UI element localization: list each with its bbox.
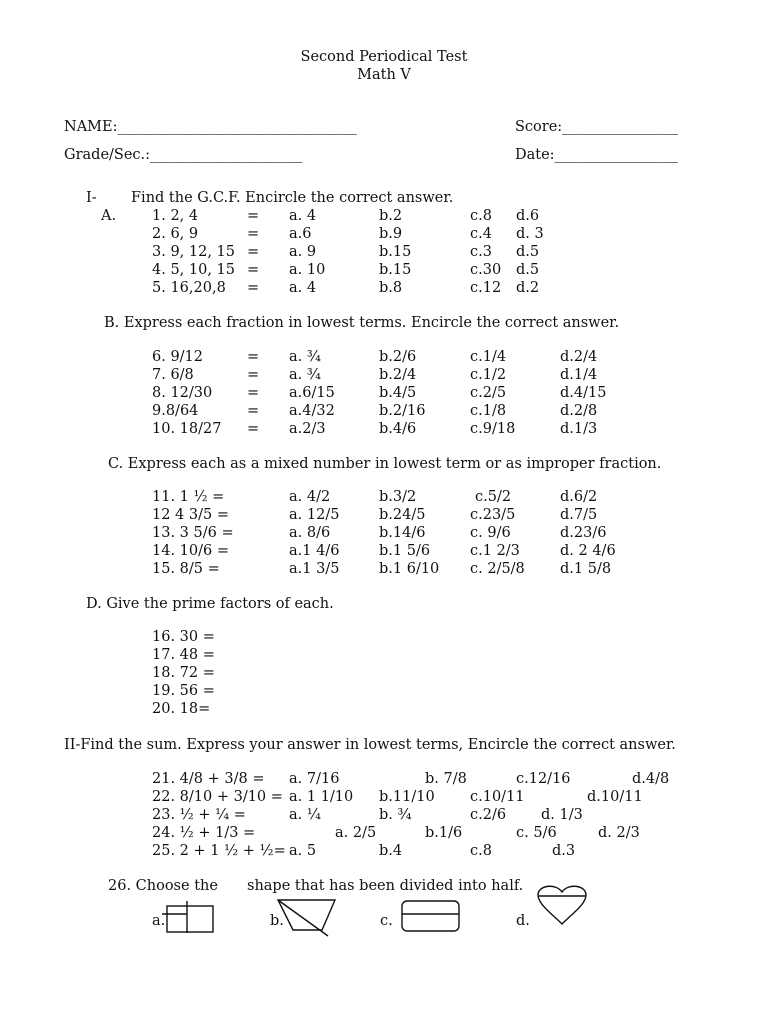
prime-factor-item: 18. 72 = (152, 665, 215, 681)
choice-b: b.2/16 (379, 403, 426, 419)
shape-d-heart-icon (534, 882, 590, 926)
question-text: 5. 16,20,8 (152, 280, 226, 296)
choice-d: d. 1/3 (541, 807, 583, 823)
test-title: Second Periodical Test (300, 49, 468, 65)
question-text: 6. 9/12 (152, 349, 204, 365)
question-text: 11. 1 ½ = (152, 489, 225, 505)
question-text: 4. 5, 10, 15 (152, 262, 236, 278)
choice-d: d.4/15 (560, 385, 607, 401)
choice-c: c.23/5 (470, 507, 516, 523)
equals-sign: = (247, 349, 260, 365)
question-text: 25. 2 + 1 ½ + ½= (152, 843, 286, 859)
choice-a: a. ¼ (289, 807, 321, 823)
equals-sign: = (247, 403, 260, 419)
question-text: 22. 8/10 + 3/10 = (152, 789, 283, 805)
question-text: 1. 2, 4 (152, 208, 199, 224)
choice-d: d.5 (516, 262, 540, 278)
choice-d: d. 3 (516, 226, 544, 242)
question-text: 15. 8/5 = (152, 561, 220, 577)
name-field: NAME:_________________________________ (64, 119, 357, 135)
choice-c: c.1/8 (470, 403, 507, 419)
question-text: 8. 12/30 (152, 385, 213, 401)
choice-a: a. 4/2 (289, 489, 331, 505)
choice-c: c.4 (470, 226, 492, 242)
part1-label: I- (86, 190, 97, 206)
choice-d: d.1 5/8 (560, 561, 612, 577)
question-text: 13. 3 5/6 = (152, 525, 234, 541)
choice-a: a. 10 (289, 262, 326, 278)
prime-factor-item: 16. 30 = (152, 629, 215, 645)
choice-c: c.1/2 (470, 367, 507, 383)
choice-d: d.2 (516, 280, 540, 296)
question-text: 12 4 3/5 = (152, 507, 229, 523)
choice-d: d. 2/3 (598, 825, 640, 841)
choice-c: c.3 (470, 244, 492, 260)
question-text: 23. ½ + ¼ = (152, 807, 246, 823)
shape-option-a-label: a. (152, 913, 166, 929)
choice-a: a. 5 (289, 843, 317, 859)
choice-a: a. 1 1/10 (289, 789, 354, 805)
choice-a: a. 2/5 (335, 825, 377, 841)
choice-a: a.4/32 (289, 403, 335, 419)
choice-c: c.1 2/3 (470, 543, 520, 559)
choice-a: a. 7/16 (289, 771, 340, 787)
choice-d: d.4/8 (632, 771, 670, 787)
choice-a: a.2/3 (289, 421, 326, 437)
choice-d: d.10/11 (587, 789, 643, 805)
choice-c: c.12/16 (516, 771, 571, 787)
equals-sign: = (247, 367, 260, 383)
section-c-instruction: C. Express each as a mixed number in lowest term or as improper fraction. (108, 456, 662, 472)
question-text: 21. 4/8 + 3/8 = (152, 771, 265, 787)
choice-d: d.1/4 (560, 367, 598, 383)
choice-b: b.1 6/10 (379, 561, 440, 577)
section-a-label: A. (101, 208, 117, 224)
choice-b: b.2/4 (379, 367, 417, 383)
shape-c-rounded-rectangle-icon (400, 898, 462, 934)
question-text: 9.8/64 (152, 403, 199, 419)
choice-c: c.2/6 (470, 807, 507, 823)
choice-a: a. ¾ (289, 349, 321, 365)
choice-a: a. 4 (289, 208, 317, 224)
question-26-text-end: shape that has been divided into half. (247, 878, 524, 894)
choice-d: d.6/2 (560, 489, 598, 505)
shape-option-d-label: d. (516, 913, 530, 929)
choice-a: a. 9 (289, 244, 317, 260)
choice-c: c.10/11 (470, 789, 525, 805)
part1-instruction: Find the G.C.F. Encircle the correct answer. (131, 190, 454, 206)
choice-c: c.8 (470, 208, 492, 224)
choice-a: a.1 4/6 (289, 543, 340, 559)
test-subtitle: Math V (357, 67, 411, 83)
choice-c: c.9/18 (470, 421, 516, 437)
choice-c: c.8 (470, 843, 492, 859)
score-field: Score:________________ (515, 119, 679, 135)
choice-c: c.2/5 (470, 385, 507, 401)
part2-instruction: II-Find the sum. Express your answer in lowest terms, Encircle the correct answer. (64, 737, 676, 753)
choice-c: c.12 (470, 280, 502, 296)
shape-option-b-label: b. (270, 913, 284, 929)
equals-sign: = (247, 421, 260, 437)
choice-d: d.7/5 (560, 507, 598, 523)
prime-factor-item: 20. 18= (152, 701, 211, 717)
choice-d: d.6 (516, 208, 540, 224)
question-26-text-start: 26. Choose the (108, 878, 218, 894)
choice-d: d.1/3 (560, 421, 598, 437)
choice-b: b.1/6 (425, 825, 463, 841)
choice-a: a.6 (289, 226, 312, 242)
choice-a: a.6/15 (289, 385, 335, 401)
choice-c: c. 2/5/8 (470, 561, 525, 577)
choice-a: a. ¾ (289, 367, 321, 383)
equals-sign: = (247, 262, 260, 278)
choice-c: c. 5/6 (516, 825, 557, 841)
choice-b: b.1 5/6 (379, 543, 431, 559)
shape-b-trapezoid-icon (276, 897, 338, 937)
choice-b: b.2 (379, 208, 403, 224)
choice-b: b.8 (379, 280, 403, 296)
choice-d: d.5 (516, 244, 540, 260)
choice-b: b. ¾ (379, 807, 412, 823)
question-text: 10. 18/27 (152, 421, 222, 437)
question-text: 2. 6, 9 (152, 226, 199, 242)
choice-b: b.11/10 (379, 789, 435, 805)
choice-b: b.15 (379, 262, 412, 278)
choice-b: b.3/2 (379, 489, 417, 505)
choice-b: b.2/6 (379, 349, 417, 365)
choice-b: b.14/6 (379, 525, 426, 541)
choice-d: d.23/6 (560, 525, 607, 541)
choice-b: b.4 (379, 843, 403, 859)
choice-b: b.4/6 (379, 421, 417, 437)
choice-d: d. 2 4/6 (560, 543, 616, 559)
equals-sign: = (247, 208, 260, 224)
choice-b: b.24/5 (379, 507, 426, 523)
question-text: 3. 9, 12, 15 (152, 244, 236, 260)
choice-c: c.30 (470, 262, 502, 278)
question-text: 24. ½ + 1/3 = (152, 825, 256, 841)
equals-sign: = (247, 280, 260, 296)
equals-sign: = (247, 244, 260, 260)
choice-a: a.1 3/5 (289, 561, 340, 577)
choice-b: b. 7/8 (425, 771, 467, 787)
shape-a-split-rectangle-icon (160, 900, 216, 934)
choice-c: c.1/4 (470, 349, 507, 365)
shape-option-c-label: c. (380, 913, 393, 929)
section-d-instruction: D. Give the prime factors of each. (86, 596, 334, 612)
choice-b: b.4/5 (379, 385, 417, 401)
choice-c: c. 9/6 (470, 525, 511, 541)
prime-factor-item: 17. 48 = (152, 647, 215, 663)
choice-b: b.15 (379, 244, 412, 260)
choice-d: d.2/8 (560, 403, 598, 419)
choice-c: c.5/2 (475, 489, 512, 505)
section-b-instruction: B. Express each fraction in lowest terms. Encircle the correct answer. (104, 315, 620, 331)
question-text: 7. 6/8 (152, 367, 194, 383)
choice-b: b.9 (379, 226, 403, 242)
prime-factor-item: 19. 56 = (152, 683, 215, 699)
date-field: Date:_________________ (515, 147, 678, 163)
choice-d: d.2/4 (560, 349, 598, 365)
choice-a: a. 4 (289, 280, 317, 296)
choice-d: d.3 (552, 843, 576, 859)
grade-section-field: Grade/Sec.:_____________________ (64, 147, 303, 163)
question-text: 14. 10/6 = (152, 543, 229, 559)
equals-sign: = (247, 226, 260, 242)
choice-a: a. 12/5 (289, 507, 340, 523)
equals-sign: = (247, 385, 260, 401)
choice-a: a. 8/6 (289, 525, 331, 541)
